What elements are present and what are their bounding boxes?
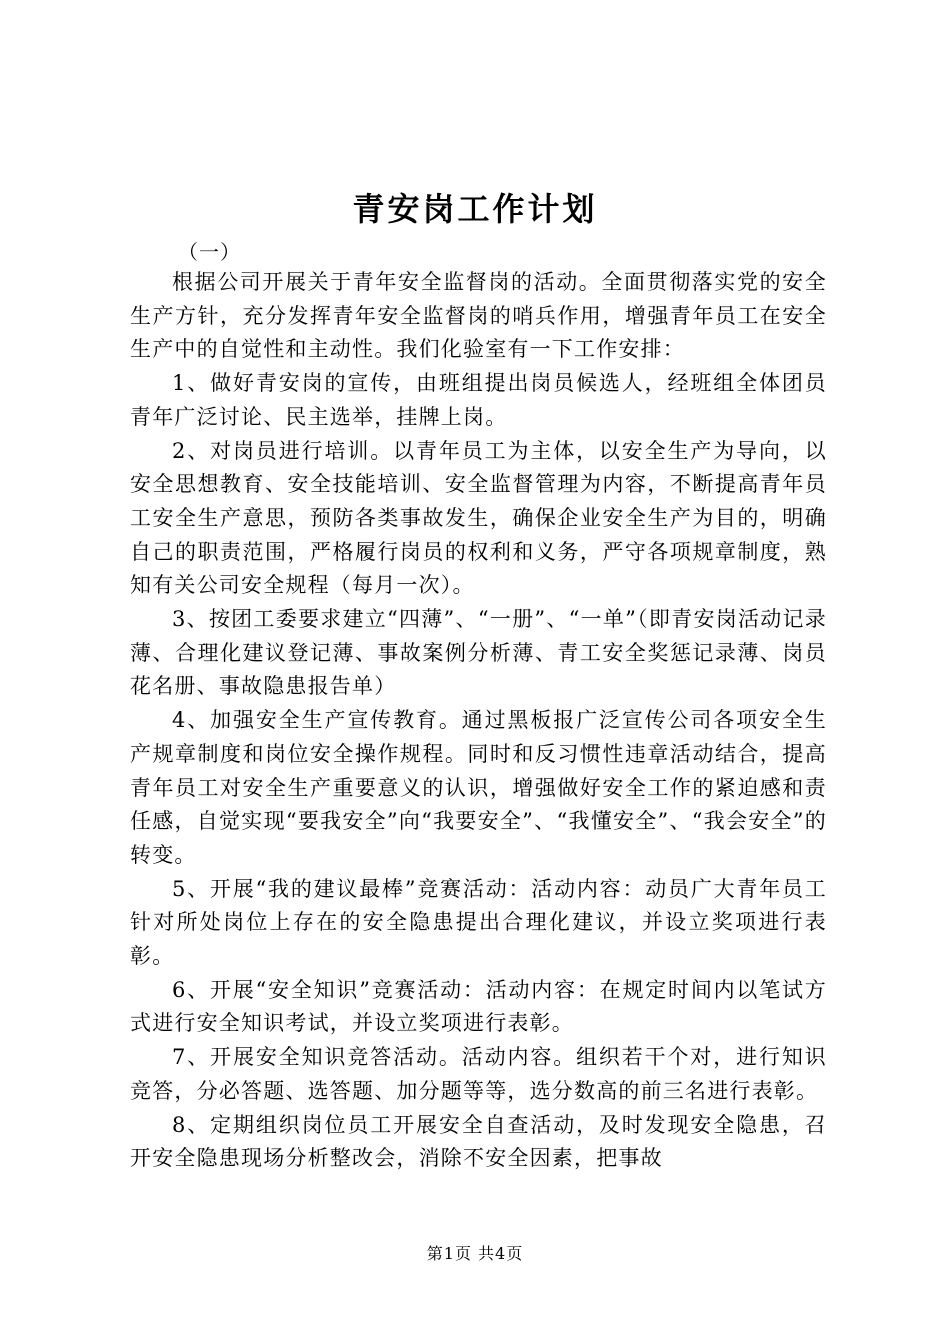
page-number-footer: 第1页 共4页 [426,1244,524,1263]
paragraph-item-4: 4、加强安全生产宣传教育。通过黑板报广泛宣传公司各项安全生产规章制度和岗位安全操作规程。同时和反习惯性违章活动结合，提高青年员工对安全生产重要意义的认识，增强做好安全工作的紧迫感和责任感，自觉实现“要我安全”向“我要安全”、“我懂安全”、“我会安全”的转变。 [130,708,827,867]
paragraph-item-3: 3、按团工委要求建立“四薄”、“一册”、“一单”（即青安岗活动记录薄、合理化建议登记薄、事故案例分析薄、青工安全奖惩记录薄、岗员花名册、事故隐患报告单） [130,607,827,699]
document-title: 青安岗工作计划 [352,190,598,228]
paragraph-item-6: 6、开展“安全知识”竞赛活动：活动内容：在规定时间内以笔试方式进行安全知识考试，并设立奖项进行表彰。 [130,977,827,1036]
paragraph-item-5: 5、开展“我的建议最棒”竞赛活动：活动内容：动员广大青年员工针对所处岗位上存在的安全隐患提出合理化建议，并设立奖项进行表彰。 [130,876,827,969]
paragraph-item-2: 2、对岗员进行培训。以青年员工为主体，以安全生产为导向，以安全思想教育、安全技能培训、安全监督管理为内容，不断提高青年员工安全生产意思，预防各类事故发生，确保企业安全生产为目的，明确自己的职责范围，严格履行岗员的权利和义务，严守各项规章制度，熟知有关公司安全规程（每月一次）。 [130,438,827,598]
document-body [130,266,827,1176]
section-label: （一） [178,240,241,264]
paragraph-item-1: 1、做好青安岗的宣传，由班组提出岗员候选人，经班组全体团员青年广泛讨论、民主选举，挂牌上岗。 [130,371,827,429]
paragraph-item-8: 8、定期组织岗位员工开展安全自查活动，及时发现安全隐患，召开安全隐患现场分析整改会，消除不安全因素，把事故 [130,1112,827,1171]
paragraph-intro: 根据公司开展关于青年安全监督岗的活动。全面贯彻落实党的安全生产方针，充分发挥青年安全监督岗的哨兵作用，增强青年员工在安全生产中的自觉性和主动性。我们化验室有一下工作安排： [130,270,827,362]
paragraph-item-7: 7、开展安全知识竞答活动。活动内容。组织若干个对，进行知识竞答，分必答题、选答题、加分题等等，选分数高的前三名进行表彰。 [130,1045,827,1103]
